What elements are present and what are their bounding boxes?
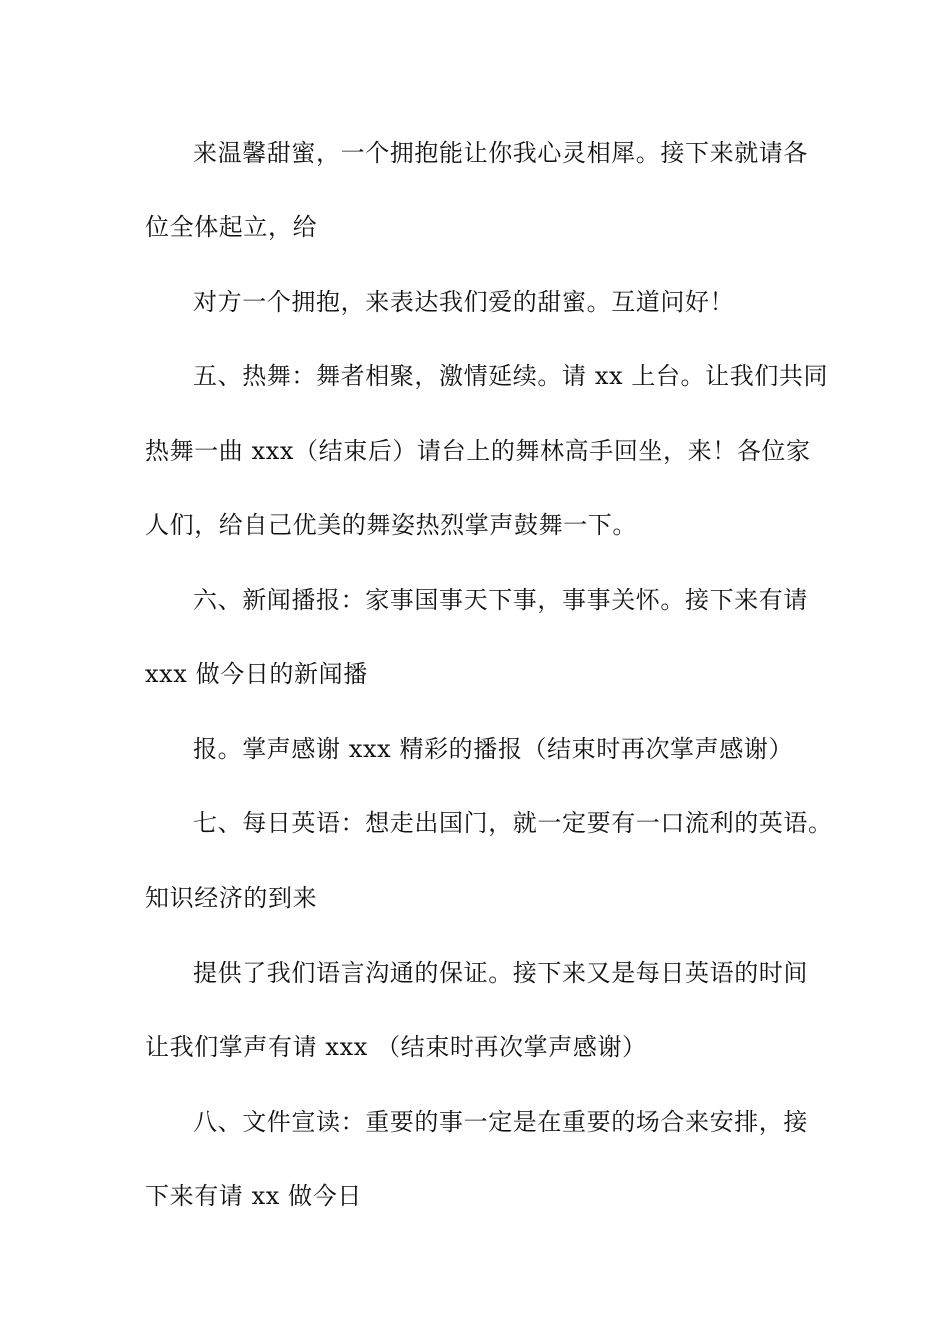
text-line: 对方一个拥抱，来表达我们爱的甜蜜。互道问好！ [193,288,735,316]
text-line: 七、每日英语：想走出国门，就一定要有一口流利的英语。 [193,809,833,837]
text-line: 五、热舞：舞者相聚，激情延续。请 xx 上台。让我们共同 [193,362,829,390]
text-line: xxx 做今日的新闻播 [145,660,368,688]
text-line: 下来有请 xx 做今日 [145,1182,362,1210]
text-line: 六、新闻播报：家事国事天下事，事事关怀。接下来有请 [193,586,808,614]
text-line: 报。掌声感谢 xxx 精彩的播报（结束时再次掌声感谢） [193,735,794,763]
text-line: 人们，给自己优美的舞姿热烈掌声鼓舞一下。 [145,511,637,539]
text-line: 八、文件宣读：重要的事一定是在重要的场合来安排，接 [193,1108,808,1136]
text-line: 来温馨甜蜜，一个拥抱能让你我心灵相犀。接下来就请各 [193,139,808,167]
text-line: 位全体起立，给 [145,213,318,241]
text-line: 知识经济的到来 [145,884,318,912]
text-line: 让我们掌声有请 xxx （结束时再次掌声感谢） [145,1033,647,1061]
text-line: 提供了我们语言沟通的保证。接下来又是每日英语的时间 [193,959,808,987]
text-line: 热舞一曲 xxx（结束后）请台上的舞林高手回坐，来！各位家 [145,437,811,465]
